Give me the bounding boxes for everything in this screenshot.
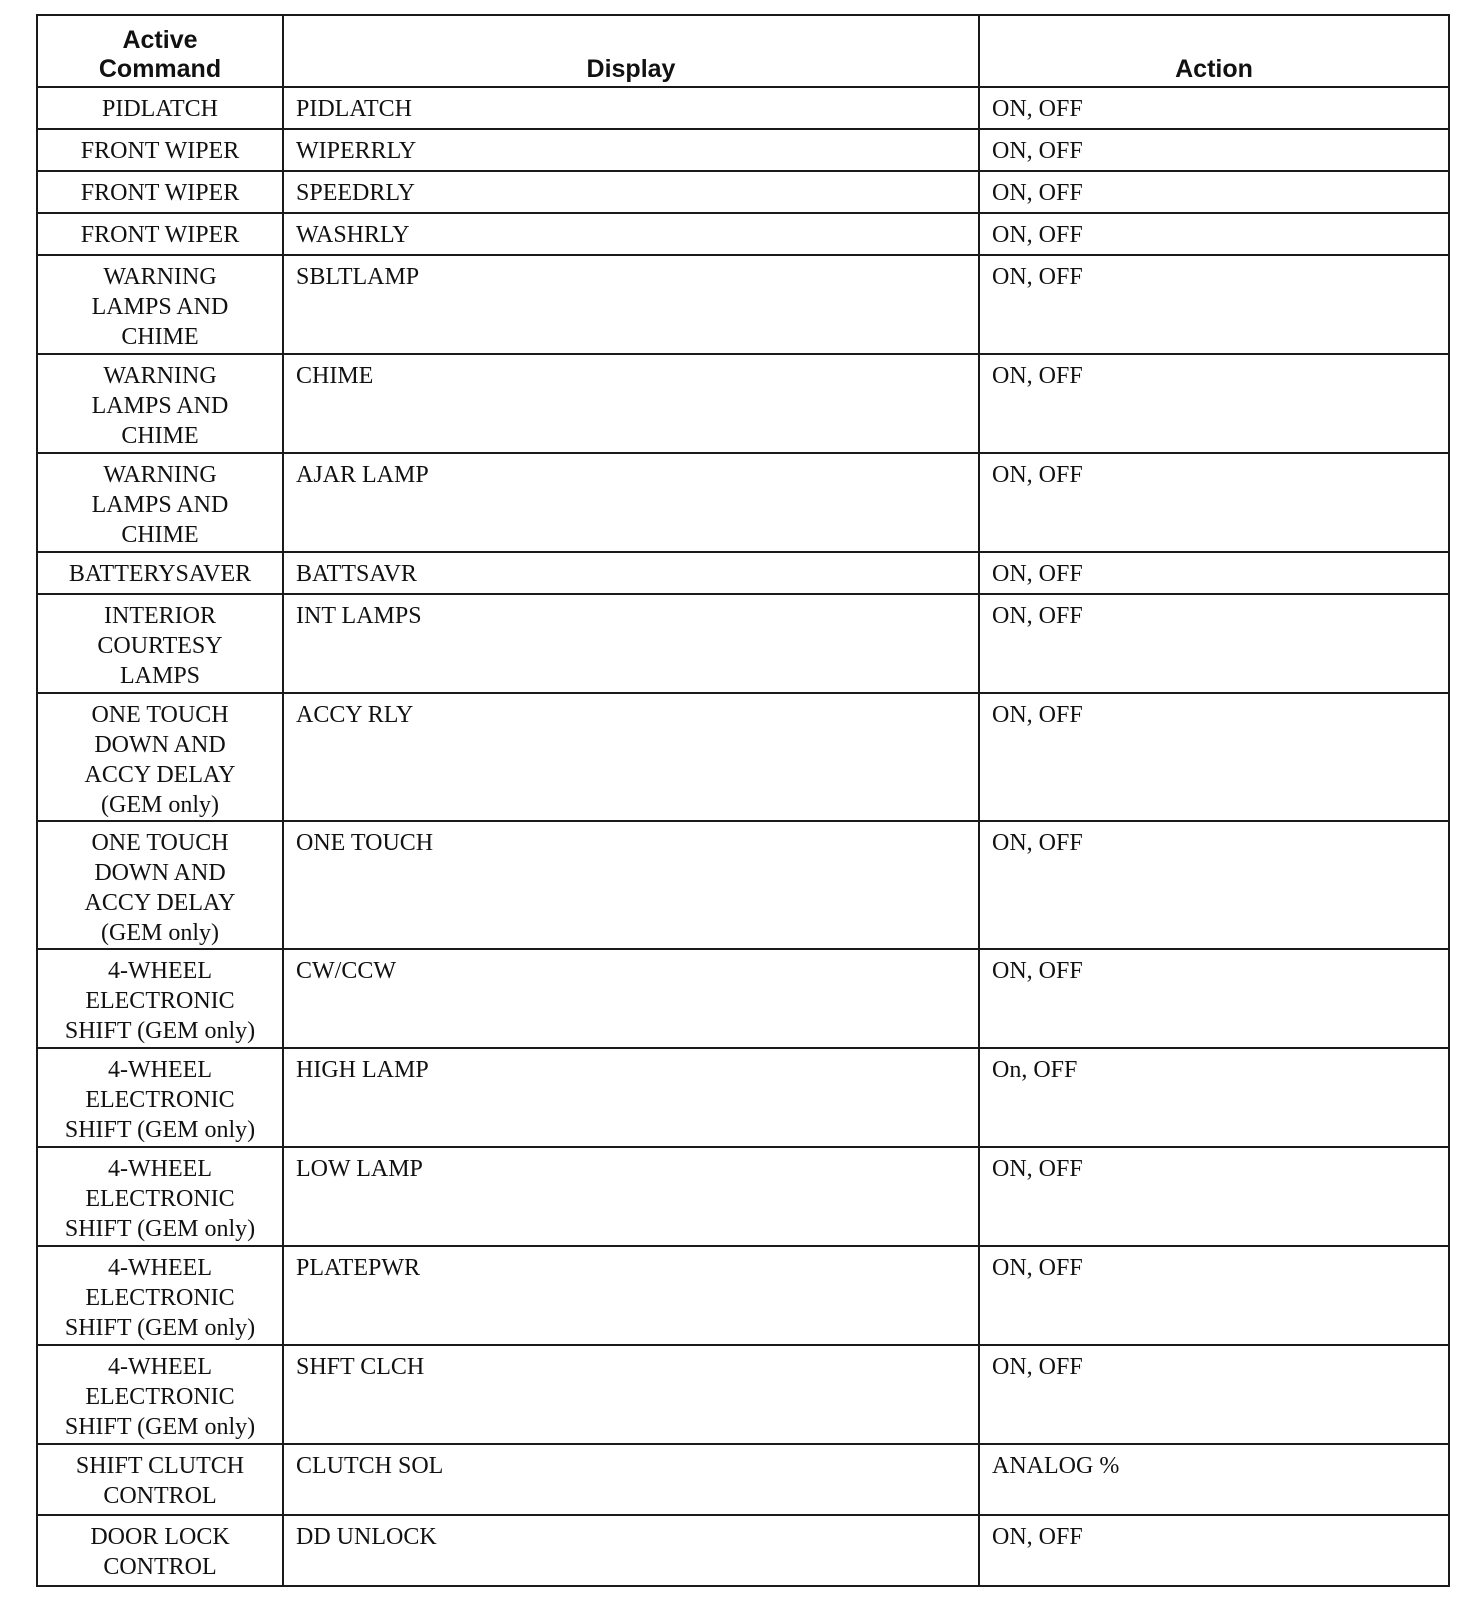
display-cell: WIPERRLY (283, 129, 979, 171)
display-cell: AJAR LAMP (283, 453, 979, 552)
table-row (37, 1345, 1449, 1444)
action-cell: ON, OFF (979, 552, 1449, 594)
action-cell: ON, OFF (979, 255, 1449, 354)
action-cell: On, OFF (979, 1048, 1449, 1147)
table-row (37, 1444, 1449, 1515)
action-cell: ON, OFF (979, 1147, 1449, 1246)
display-cell: PLATEPWR (283, 1246, 979, 1345)
table-row (37, 693, 1449, 821)
command-cell: WARNING LAMPS AND CHIME (37, 453, 283, 552)
action-cell: ON, OFF (979, 129, 1449, 171)
command-cell: BATTERYSAVER (37, 552, 283, 594)
command-cell: 4-WHEEL ELECTRONIC SHIFT (GEM only) (37, 949, 283, 1048)
table-row (37, 129, 1449, 171)
table-row (37, 87, 1449, 129)
table-row (37, 821, 1449, 949)
command-cell: 4-WHEEL ELECTRONIC SHIFT (GEM only) (37, 1246, 283, 1345)
display-cell: BATTSAVR (283, 552, 979, 594)
command-cell: FRONT WIPER (37, 129, 283, 171)
command-cell: PIDLATCH (37, 87, 283, 129)
command-cell: ONE TOUCH DOWN AND ACCY DELAY (GEM only) (37, 693, 283, 821)
table-body (37, 87, 1449, 1586)
table-row (37, 171, 1449, 213)
command-cell: WARNING LAMPS AND CHIME (37, 354, 283, 453)
display-cell: SPEEDRLY (283, 171, 979, 213)
command-cell: SHIFT CLUTCH CONTROL (37, 1444, 283, 1515)
action-cell: ON, OFF (979, 1515, 1449, 1586)
table-row (37, 354, 1449, 453)
display-cell: SHFT CLCH (283, 1345, 979, 1444)
command-cell: 4-WHEEL ELECTRONIC SHIFT (GEM only) (37, 1048, 283, 1147)
table-row (37, 1048, 1449, 1147)
table-row (37, 213, 1449, 255)
display-cell: INT LAMPS (283, 594, 979, 693)
display-cell: ACCY RLY (283, 693, 979, 821)
table-row (37, 594, 1449, 693)
command-cell: INTERIOR COURTESY LAMPS (37, 594, 283, 693)
action-cell: ON, OFF (979, 1246, 1449, 1345)
command-cell: 4-WHEEL ELECTRONIC SHIFT (GEM only) (37, 1147, 283, 1246)
header-active-command: Active Command (37, 15, 283, 87)
action-cell: ON, OFF (979, 1345, 1449, 1444)
header-row (37, 15, 1449, 87)
active-command-table (36, 14, 1450, 1587)
action-cell: ON, OFF (979, 453, 1449, 552)
command-cell: DOOR LOCK CONTROL (37, 1515, 283, 1586)
action-cell: ON, OFF (979, 171, 1449, 213)
command-cell: WARNING LAMPS AND CHIME (37, 255, 283, 354)
action-cell: ON, OFF (979, 949, 1449, 1048)
table-row (37, 949, 1449, 1048)
table-row (37, 453, 1449, 552)
action-cell: ON, OFF (979, 213, 1449, 255)
command-cell: FRONT WIPER (37, 213, 283, 255)
command-cell: ONE TOUCH DOWN AND ACCY DELAY (GEM only) (37, 821, 283, 949)
table-row (37, 1147, 1449, 1246)
display-cell: PIDLATCH (283, 87, 979, 129)
action-cell: ON, OFF (979, 821, 1449, 949)
display-cell: CHIME (283, 354, 979, 453)
action-cell: ON, OFF (979, 87, 1449, 129)
action-cell: ON, OFF (979, 594, 1449, 693)
display-cell: WASHRLY (283, 213, 979, 255)
display-cell: ONE TOUCH (283, 821, 979, 949)
display-cell: CW/CCW (283, 949, 979, 1048)
display-cell: SBLTLAMP (283, 255, 979, 354)
command-cell: FRONT WIPER (37, 171, 283, 213)
action-cell: ANALOG % (979, 1444, 1449, 1515)
table-row (37, 255, 1449, 354)
table-row (37, 1246, 1449, 1345)
header-action: Action (979, 15, 1449, 87)
table-row (37, 552, 1449, 594)
display-cell: HIGH LAMP (283, 1048, 979, 1147)
action-cell: ON, OFF (979, 693, 1449, 821)
display-cell: DD UNLOCK (283, 1515, 979, 1586)
action-cell: ON, OFF (979, 354, 1449, 453)
display-cell: CLUTCH SOL (283, 1444, 979, 1515)
display-cell: LOW LAMP (283, 1147, 979, 1246)
command-cell: 4-WHEEL ELECTRONIC SHIFT (GEM only) (37, 1345, 283, 1444)
header-display: Display (283, 15, 979, 87)
table-row (37, 1515, 1449, 1586)
